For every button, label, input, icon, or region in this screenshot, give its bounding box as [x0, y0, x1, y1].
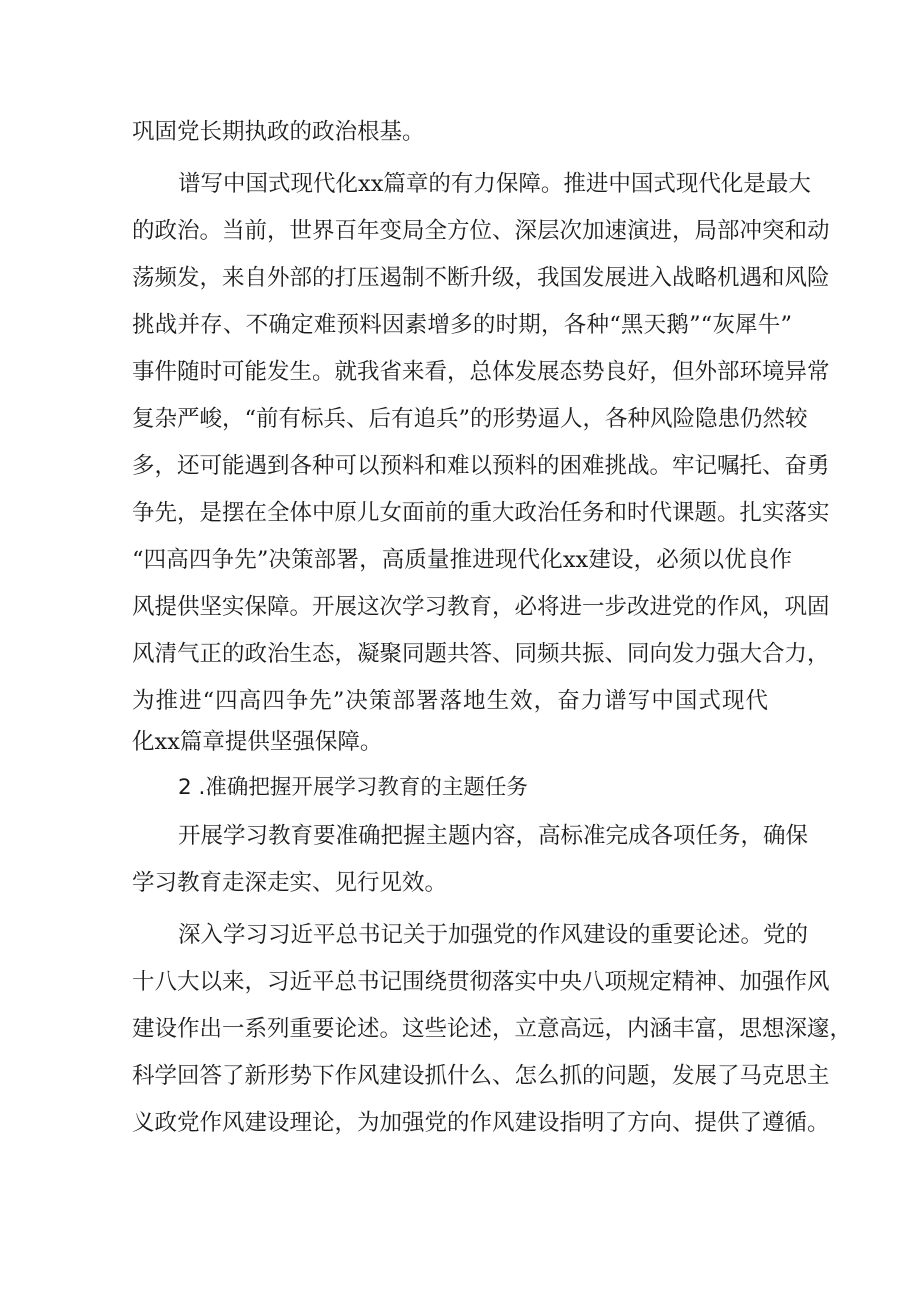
paragraph-line: 的政治。当前，世界百年变局全方位、深层次加速演进，局部冲突和动	[132, 218, 830, 244]
paragraph-line: “四高四争先”决策部署，高质量推进现代化xx建设，必须以优良作	[132, 547, 792, 573]
paragraph-line: 建设作出一系列重要论述。这些论述，立意高远，内涵丰富，思想深邃，	[132, 1016, 853, 1042]
paragraph-line: 复杂严峻，“前有标兵、后有追兵”的形势逼人，各种风险隐患仍然较	[132, 406, 808, 432]
paragraph-line: 风清气正的政治生态，凝聚同题共答、同频共振、同向发力强大合力，	[132, 641, 830, 667]
paragraph-line: 争先，是摆在全体中原儿女面前的重大政治任务和时代课题。扎实落实	[132, 500, 830, 526]
paragraph-line: 风提供坚实保障。开展这次学习教育，必将进一步改进党的作风，巩固	[132, 594, 830, 620]
paragraph-line: 多，还可能遇到各种可以预料和难以预料的困难挑战。牢记嘱托、奋勇	[132, 453, 830, 479]
paragraph-line: 义政党作风建设理论，为加强党的作风建设指明了方向、提供了遵循。	[132, 1110, 830, 1136]
section-heading: 2 .准确把握开展学习教育的主题任务	[178, 775, 528, 800]
paragraph-line: 挑战并存、不确定难预料因素增多的时期，各种“黑天鹅”“灰犀牛”	[132, 312, 792, 338]
paragraph-line: 为推进“四高四争先”决策部署落地生效，奋力谱写中国式现代	[132, 688, 768, 714]
paragraph-line: 科学回答了新形势下作风建设抓什么、怎么抓的问题，发展了马克思主	[132, 1063, 830, 1089]
paragraph-line: 开展学习教育要准确把握主题内容，高标准完成各项任务，确保	[178, 823, 809, 849]
paragraph-line: 十八大以来，习近平总书记围绕贯彻落实中央八项规定精神、加强作风	[132, 969, 830, 995]
paragraph-line: 谱写中国式现代化xx篇章的有力保障。推进中国式现代化是最大	[178, 171, 811, 197]
paragraph-line: 深入学习习近平总书记关于加强党的作风建设的重要论述。党的	[178, 922, 809, 948]
paragraph-line: 学习教育走深走实、见行见效。	[132, 870, 448, 896]
paragraph-line: 荡频发，来自外部的打压遏制不断升级，我国发展进入战略机遇和风险	[132, 265, 830, 291]
paragraph-line: 化xx篇章提供坚强保障。	[132, 729, 383, 755]
paragraph-line: 巩固党长期执政的政治根基。	[132, 119, 425, 145]
paragraph-line: 事件随时可能发生。就我省来看，总体发展态势良好，但外部环境异常	[132, 359, 830, 385]
